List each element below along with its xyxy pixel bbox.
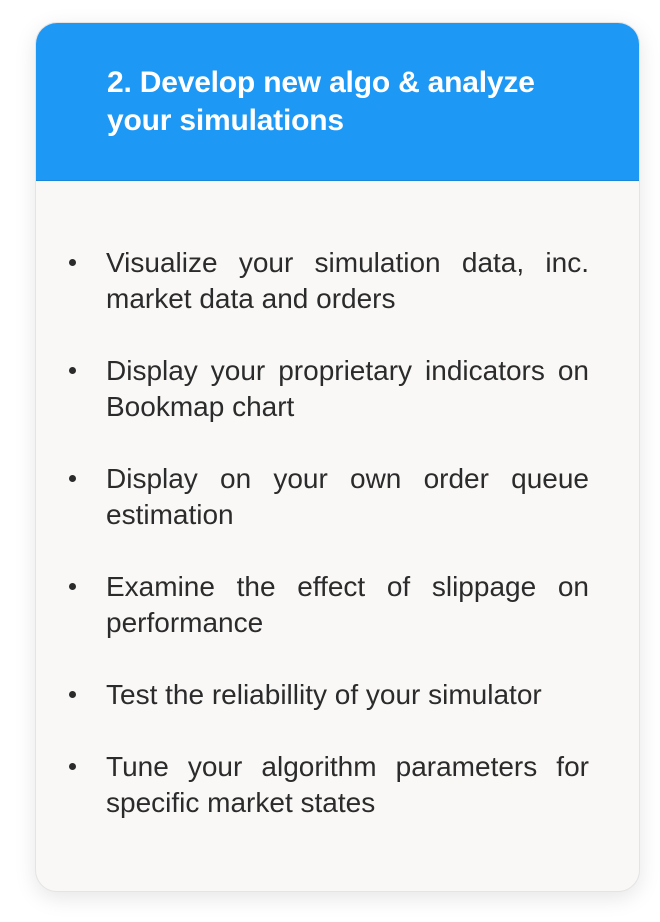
card-header xyxy=(36,23,639,181)
list-item xyxy=(69,569,589,641)
list-item-text: Tune your algorithm parameters for specific market states xyxy=(106,751,589,818)
list-item xyxy=(69,353,589,425)
card-title: 2. Develop new algo & analyze your simulations xyxy=(107,66,535,137)
feature-card xyxy=(35,22,640,892)
bullet-icon xyxy=(69,583,76,590)
bullet-icon xyxy=(69,691,76,698)
list-item-text: Visualize your simulation data, inc. market data and orders xyxy=(106,247,589,314)
bullet-icon xyxy=(69,367,76,374)
bullet-icon xyxy=(69,259,76,266)
bullet-icon xyxy=(69,475,76,482)
list-item-text: Examine the effect of slippage on performance xyxy=(106,571,589,638)
list-item-text: Display on your own order queue estimation xyxy=(106,463,589,530)
list-item-text: Test the reliabillity of your simulator xyxy=(106,679,542,710)
list-item xyxy=(69,677,589,713)
list-item xyxy=(69,245,589,317)
list-item-text: Display your proprietary indicators on Bookmap chart xyxy=(106,355,589,422)
bullet-icon xyxy=(69,763,76,770)
list-item xyxy=(69,461,589,533)
list-item xyxy=(69,749,589,821)
feature-list xyxy=(69,245,589,857)
